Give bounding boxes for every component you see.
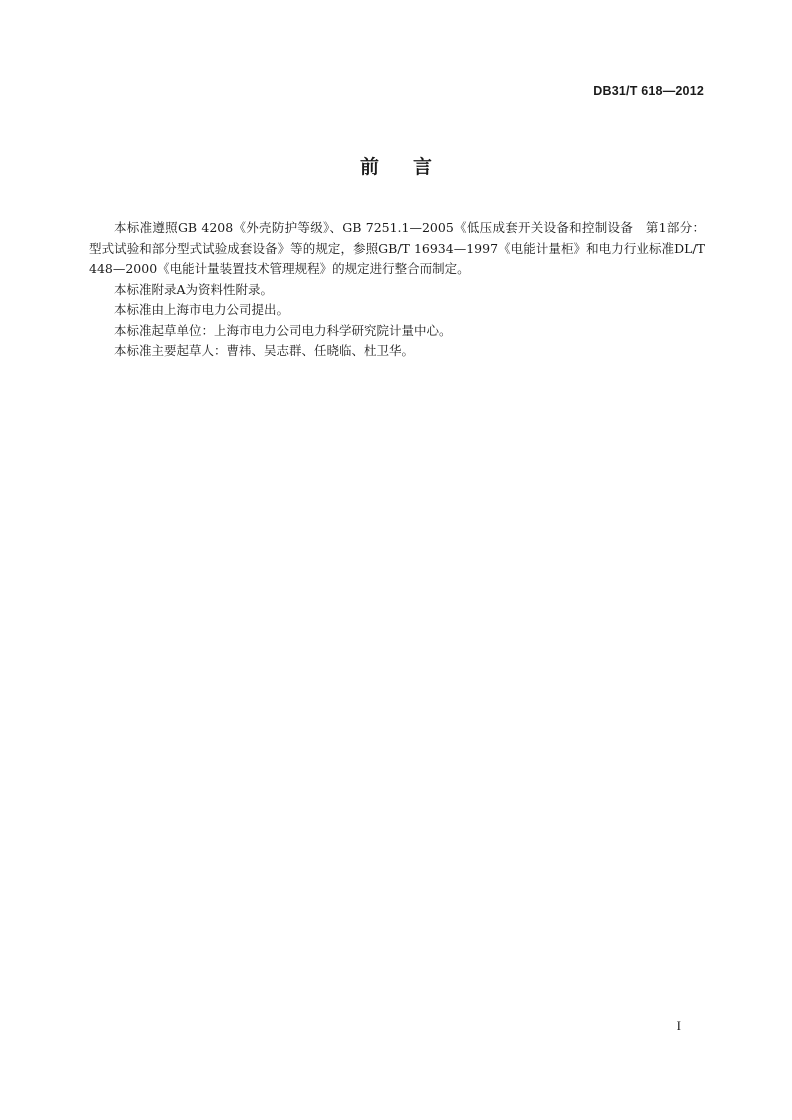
page-title: 前言: [359, 156, 466, 178]
paragraph-standards-basis: 本标准遵照GB 4208《外壳防护等级》、GB 7251.1—2005《低压成套开关设备和控制设备 第1部分：型式试验和部分型式试验成套设备》等的规定，参照GB/T 16934—1997《电能计量柜》和电力行业标准DL/T 448—2000《电能计量装置技术管理规程》的规定进行整合而制定。: [89, 220, 705, 276]
paragraph-drafting-unit: 本标准起草单位：上海市电力公司电力科学研究院计量中心。: [114, 322, 452, 338]
paragraph-proposer: 本标准由上海市电力公司提出。: [114, 302, 290, 317]
page-number: I: [676, 1018, 681, 1033]
standard-code: DB31/T 618—2012: [593, 84, 704, 98]
paragraph-drafters: 本标准主要起草人：曹祎、吴志群、任晓临、杜卫华。: [114, 343, 415, 358]
foreword-body: [89, 218, 705, 362]
paragraph-appendix-note: 本标准附录A为资料性附录。: [114, 281, 274, 297]
